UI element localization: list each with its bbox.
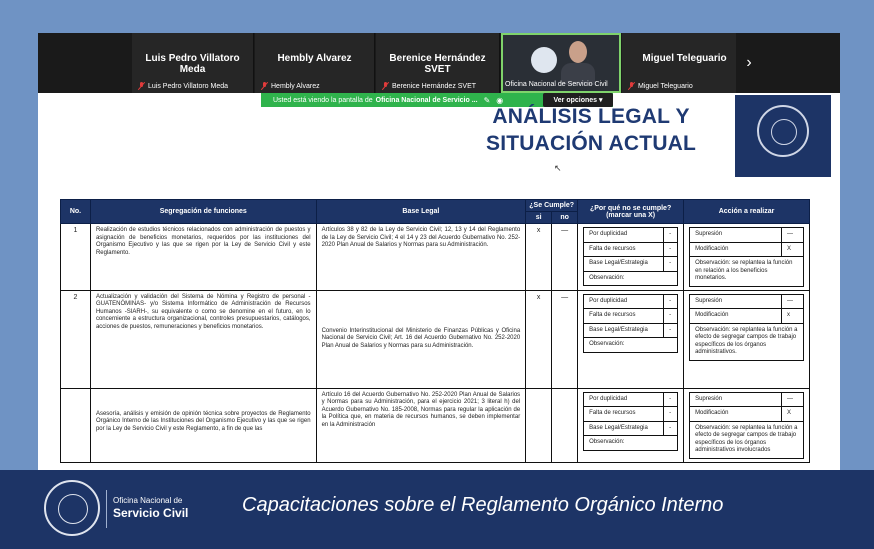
row-accion <box>684 388 810 462</box>
porque-label: Por duplicidad <box>584 294 664 309</box>
participant-name: Hembly Alvarez <box>277 53 352 64</box>
mic-muted-icon <box>261 82 268 90</box>
participant-label-row <box>138 82 228 90</box>
participant-tile[interactable] <box>376 33 500 93</box>
porque-label: Falta de recursos <box>584 242 664 257</box>
header-cumple: ¿Se Cumple? <box>526 200 578 212</box>
participant-strip <box>38 33 840 93</box>
mic-muted-icon <box>138 82 145 90</box>
row-segregacion: Actualización y validación del Sistema de Nómina y Registro de personal - GUATENÓMINAS- y/o Sistema Informático de Administración de Recursos Humanos -SIARH-, su equivalente o como se denomine en el futuro, en lo concerniente a estructura organizacional, controles presupuestarios, catálogos, acciones de puestos, remuneraciones y beneficios monetarios. <box>90 290 316 388</box>
accion-label: Observación: se replantea la función en relación a los beneficios monetarios. <box>690 257 804 287</box>
accion-mark: — <box>782 228 804 243</box>
participant-label: Luis Pedro Villatoro Meda <box>148 82 229 90</box>
row-porque <box>578 224 684 291</box>
accion-label: Observación: se replantea la función a efecto de segregar campos de trabajo específicos de los órganos administrativos involucrados <box>690 421 804 458</box>
accion-label: Supresión <box>690 392 782 407</box>
row-si <box>526 388 552 462</box>
header-base-legal: Base Legal <box>316 200 526 224</box>
porque-label: Observación: <box>584 271 678 286</box>
participant-name: Luis Pedro Villatoro Meda <box>145 53 240 75</box>
table-row <box>61 388 810 462</box>
broadcast-caption: Capacitaciones sobre el Reglamento Orgánico Interno <box>242 494 724 516</box>
porque-mark: - <box>664 228 678 243</box>
row-porque <box>578 388 684 462</box>
participant-label-row <box>505 81 608 88</box>
participant-label: Berenice Hernández SVET <box>392 82 477 90</box>
accion-label: Supresión <box>690 294 782 309</box>
row-segregacion: Asesoría, análisis y emisión de opinión técnica sobre proyectos de Reglamento Orgánico Interno de las Instituciones del Organismo Ejecutivo y las que se rigen por la Ley de Servicio Civil y este Reglamento, a fin de que las <box>90 388 316 462</box>
mic-muted-icon <box>382 82 389 90</box>
header-no-col: no <box>552 212 578 224</box>
header-accion: Acción a realizar <box>684 200 810 224</box>
speaker-avatar <box>561 39 595 85</box>
annotate-icon[interactable]: ✎ <box>483 95 491 105</box>
mic-muted-icon <box>628 82 635 90</box>
row-base-legal: Artículos 38 y 82 de la Ley de Servicio Civil; 12, 13 y 14 del Reglamento de la Ley de Servicio Civil; 4 el 14 y 23 del Acuerdo Gubernativo No. 252-2020 Plan Anual de Salarios y Normas para su Administración. <box>316 224 526 291</box>
row-accion <box>684 290 810 388</box>
accion-mark: x <box>782 309 804 324</box>
emblem-seal-icon <box>757 105 809 157</box>
accion-mark: X <box>782 407 804 422</box>
porque-label: Base Legal/Estrategia <box>584 323 664 338</box>
org-name-line1: Oficina Nacional de <box>113 496 183 505</box>
record-icon[interactable]: ◉ <box>496 95 504 105</box>
accion-label: Modificación <box>690 242 782 257</box>
participant-label-row <box>628 82 693 90</box>
header-porque: ¿Por qué no se cumple? (marcar una X) <box>578 200 684 224</box>
accion-mark: X <box>782 242 804 257</box>
row-number: 2 <box>61 290 91 388</box>
footer-divider <box>106 490 107 528</box>
row-si: x <box>526 224 552 291</box>
row-number: 1 <box>61 224 91 291</box>
porque-mark: - <box>664 421 678 436</box>
participant-label: Hembly Alvarez <box>271 82 320 90</box>
accion-label: Modificación <box>690 407 782 422</box>
participant-tile[interactable] <box>255 33 375 93</box>
participant-name: Berenice Hernández SVET <box>389 53 486 75</box>
slide-title <box>486 103 696 157</box>
mouse-cursor-icon: ↖ <box>554 163 562 173</box>
porque-label: Falta de recursos <box>584 407 664 422</box>
legal-analysis-table <box>60 199 810 463</box>
org-name-line2: Servicio Civil <box>113 506 189 520</box>
accion-mark: — <box>782 294 804 309</box>
slide-title-line2: SITUACIÓN ACTUAL <box>486 132 697 155</box>
shared-screen <box>38 33 840 473</box>
participant-name: Miguel Teleguario <box>642 53 727 64</box>
lower-third-banner <box>0 470 874 549</box>
row-base-legal: Convenio Interinstitucional del Ministerio de Finanzas Públicas y Oficina Nacional de Servicio Civil; Art. 16 del Acuerdo Gubernativo No. 252-2020 Plan Anual de Salarios y Normas para su Administración. <box>316 290 526 388</box>
view-options-button[interactable]: Ver opciones ▾ <box>543 93 613 107</box>
institution-logo <box>531 47 557 73</box>
porque-label: Base Legal/Estrategia <box>584 421 664 436</box>
row-no: — <box>552 224 578 291</box>
row-base-legal: Artículo 16 del Acuerdo Gubernativo No. 252-2020 Plan Anual de Salarios y Normas para su Administración, para el ejercicio 2021; 3 literal h) del Acuerdo Gubernativo No. 185-2008, Normas para regular la aplicación de la Política que, en materia de recursos humanos, se deben implementar en la Administración <box>316 388 526 462</box>
participant-label: Oficina Nacional de Servicio Civil <box>505 81 608 88</box>
share-banner-source: Oficina Nacional de Servicio ... <box>375 96 478 104</box>
table-row <box>61 224 810 291</box>
accion-label: Modificación <box>690 309 782 324</box>
porque-mark: - <box>664 392 678 407</box>
row-number <box>61 388 91 462</box>
next-participants-arrow-icon[interactable]: › <box>736 33 762 93</box>
porque-label: Por duplicidad <box>584 392 664 407</box>
header-no: No. <box>61 200 91 224</box>
accion-label: Observación: se replantea la función a efecto de segregar campos de trabajo específicos de los órganos administrativos. <box>690 323 804 360</box>
participant-tile[interactable] <box>132 33 254 93</box>
porque-label: Falta de recursos <box>584 309 664 324</box>
share-banner-prefix: Usted está viendo la pantalla de <box>273 96 373 104</box>
republic-seal-icon <box>44 480 100 536</box>
participant-label-row <box>261 82 320 90</box>
table-row <box>61 290 810 388</box>
row-no: — <box>552 290 578 388</box>
participant-label: Miguel Teleguario <box>638 82 693 90</box>
porque-mark: - <box>664 257 678 272</box>
porque-label: Por duplicidad <box>584 228 664 243</box>
row-porque <box>578 290 684 388</box>
row-no <box>552 388 578 462</box>
porque-mark: - <box>664 407 678 422</box>
row-segregacion: Realización de estudios técnicos relacionados con administración de puestos y asignación de beneficios monetarios, requeridos por las instituciones del Organismo Ejecutivo y las que se rigen por la Ley de Servicio Civil y este Reglamento. <box>90 224 316 291</box>
porque-label: Base Legal/Estrategia <box>584 257 664 272</box>
slide-title-line1: ANÁLISIS LEGAL Y <box>492 105 690 128</box>
participant-label-row <box>382 82 476 90</box>
guatemala-emblem <box>735 95 831 177</box>
accion-mark: — <box>782 392 804 407</box>
active-speaker-tile[interactable] <box>501 33 621 93</box>
porque-mark: - <box>664 294 678 309</box>
header-segregacion: Segregación de funciones <box>90 200 316 224</box>
porque-mark: - <box>664 309 678 324</box>
header-si: si <box>526 212 552 224</box>
row-si: x <box>526 290 552 388</box>
porque-mark: - <box>664 323 678 338</box>
participant-tile[interactable] <box>622 33 748 93</box>
porque-mark: - <box>664 242 678 257</box>
row-accion <box>684 224 810 291</box>
porque-label: Observación: <box>584 338 678 353</box>
porque-label: Observación: <box>584 436 678 451</box>
accion-label: Supresión <box>690 228 782 243</box>
